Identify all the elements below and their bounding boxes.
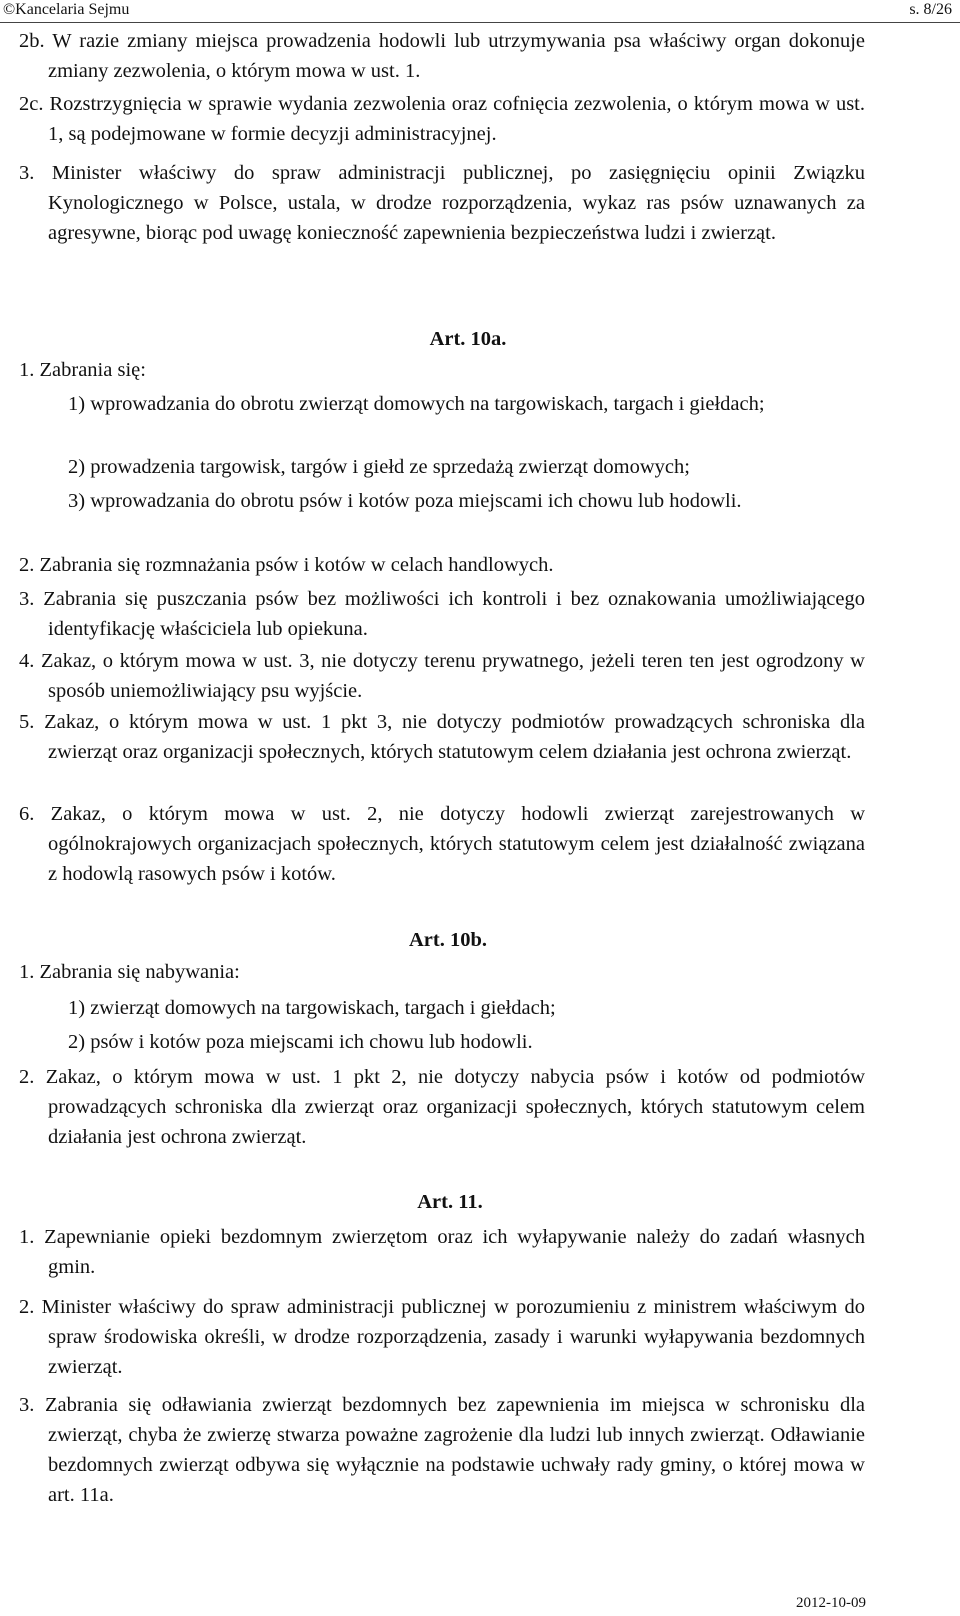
art10a-p1-item-2: 2) prowadzenia targowisk, targów i giełd ze sprzedażą zwierząt domowych; — [68, 456, 690, 478]
article-title-10a: Art. 10a. — [429, 328, 507, 350]
art10a-paragraph-6: 6. Zakaz, o którym mowa w ust. 2, nie dotyczy hodowli zwierząt zarejestrowanych w ogólnokrajowych organizacjach społecznych, których statutowym celem jest działalność związana z hodowlą rasowych psów i kotów. — [19, 803, 865, 885]
paragraph-2b: 2b. W razie zmiany miejsca prowadzenia hodowli lub utrzymywania psa właściwy organ dokonuje zmiany zezwolenia, o którym mowa w ust. 1. — [19, 30, 865, 82]
paragraph-2c: 2c. Rozstrzygnięcia w sprawie wydania zezwolenia oraz cofnięcia zezwolenia, o którym mowa w ust. 1, są podejmowane w formie decyzji administracyjnej. — [19, 93, 865, 145]
art11-paragraph-2: 2. Minister właściwy do spraw administracji publicznej w porozumieniu z ministrem właściwym do spraw środowiska określi, w drodze rozporządzenia, zasady i warunki wyłapywania bezdomnych zwierząt. — [19, 1296, 865, 1378]
paragraph-3: 3. Minister właściwy do spraw administracji publicznej, po zasięgnięciu opinii Związku Kynologicznego w Polsce, ustala, w drodze rozporządzenia, wykaz ras psów uznawanych za agresywne, biorąc pod uwagę konieczność zapewnienia bezpieczeństwa ludzi i zwierząt. — [19, 162, 865, 244]
page-header — [0, 0, 960, 23]
header-copyright: ©Kancelaria Sejmu — [3, 1, 130, 18]
art10a-paragraph-1: 1. Zabrania się: — [19, 359, 146, 381]
art10b-p1-item-2: 2) psów i kotów poza miejscami ich chowu lub hodowli. — [68, 1031, 533, 1053]
art10a-p1-item-1: 1) wprowadzania do obrotu zwierząt domowych na targowiskach, targach i giełdach; — [68, 393, 765, 415]
art10a-paragraph-3: 3. Zabrania się puszczania psów bez możliwości ich kontroli i bez oznakowania umożliwiającego identyfikację właściciela lub opiekuna. — [19, 588, 865, 640]
art10a-p1-item-3: 3) wprowadzania do obrotu psów i kotów poza miejscami ich chowu lub hodowli. — [68, 490, 742, 512]
art11-paragraph-1: 1. Zapewnianie opieki bezdomnym zwierzętom oraz ich wyłapywanie należy do zadań własnych gmin. — [19, 1226, 865, 1278]
art10a-paragraph-4: 4. Zakaz, o którym mowa w ust. 3, nie dotyczy terenu prywatnego, jeżeli teren ten jest ogrodzony w sposób uniemożliwiający psu wyjście. — [19, 650, 865, 702]
art10a-paragraph-5: 5. Zakaz, o którym mowa w ust. 1 pkt 3, nie dotyczy podmiotów prowadzących schroniska dla zwierząt oraz organizacji społecznych, których statutowym celem działania jest ochrona zwierząt. — [19, 711, 865, 763]
article-title-11: Art. 11. — [417, 1191, 483, 1213]
footer-date: 2012-10-09 — [796, 1595, 866, 1611]
article-title-10b: Art. 10b. — [408, 929, 487, 951]
art10b-p1-item-1: 1) zwierząt domowych na targowiskach, targach i giełdach; — [68, 997, 556, 1019]
art10b-paragraph-1: 1. Zabrania się nabywania: — [19, 961, 240, 983]
art11-paragraph-3: 3. Zabrania się odławiania zwierząt bezdomnych bez zapewnienia im miejsca w schronisku dla zwierząt, chyba że zwierzę stwarza poważne zagrożenie dla ludzi lub innych zwierząt. Odławianie bezdomnych zwierząt odbywa się wyłącznie na podstawie uchwały rady gminy, o której mowa w art. 11a. — [19, 1394, 865, 1506]
header-page-number: s. 8/26 — [909, 1, 952, 18]
art10b-paragraph-2: 2. Zakaz, o którym mowa w ust. 1 pkt 2, nie dotyczy nabycia psów i kotów od podmiotów prowadzących schroniska dla zwierząt oraz organizacji społecznych, których statutowym celem działania jest ochrona zwierząt. — [19, 1066, 865, 1148]
art10a-paragraph-2: 2. Zabrania się rozmnażania psów i kotów w celach handlowych. — [19, 554, 554, 576]
